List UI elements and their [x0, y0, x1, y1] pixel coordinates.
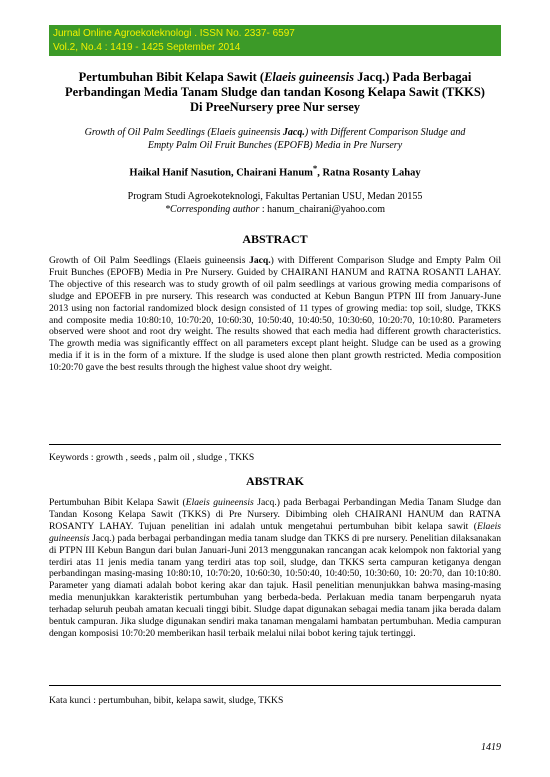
- author-list: Haikal Hanif Nasution, Chairani Hanum*, Ratna Rosanty Lahay: [129, 163, 421, 179]
- abstrak-text: Pertumbuhan Bibit Kelapa Sawit (Elaeis guineensis Jacq.) pada Berbagai Perbandingan Media Tanam Sludge dan Tandan Kosong Kelapa Sawit (TKKS) di Pre Nursery. Dibimbing oleh CHAIRANI HANUM dan RATNA ROSANTY LAHAY. Tujuan penelitian ini adalah untuk mengetahui pertumbuhan bibit kelapa sawit (Elaeis guineensis Jacq.) pada berbagai perbandingan media tanam sludge dan TKKS di pre nursery. Penelitian dilaksanakan di PTPN III Kebun Bangun dari bulan Januari-Juni 2013 menggunakan rancangan acak kelompok non faktorial yang terdiri atas 11 jenis media tanam yang terdiri atas top soil, sludge, dan TKKS serta campuran ketiganya dengan perbandingan masing-masing 10:80:10, 10:70:20, 10:60:30, 10:50:40, 10:40:50, 10:30:60, 10: 20:70, dan 10:10:80. Parameter yang diamati adalah bobot kering akar dan tajuk. Hasil penelitian menunjukkan bahwa masing-masing media menunjukkan karakteristik pertumbuhan yang berbeda-beda. Perlakuan media tanam berpengaruh nyata terhadap seluruh peubah amatan kecuali tinggi bibit. Sludge dapat digunakan sebagai media tanam jika berada dalam bentuk campuran. Jika sludge digunakan sendiri maka tanaman mengalami hambatan pertumbuhan. Media campuran dengan komposisi 10:70:20 memberikan hasil terbaik melalui nilai bobot kering tajuk tertinggi.: [49, 497, 501, 639]
- kata-kunci: Kata kunci : pertumbuhan, bibit, kelapa sawit, sludge, TKKS: [49, 695, 284, 706]
- abstract-text: Growth of Oil Palm Seedlings (Elaeis guineensis Jacq.) with Different Comparison Sludge and Empty Palm Oil Fruit Bunches (EPOFB) Media in Pre Nursery. Guided by CHAIRANI HANUM and RATNA ROSANTI LAHAY. The objective of this research was to study growth of oil palm seedlings at various growing media comparisons of sludge and EPOEFB in pre nursery. This research was conducted at Kebun Bangun PTPN III from January-June 2013 using non factorial randomized block design consisted of 11 types of growing media: top soil, sludge, TKKS and composite media 10:80:10, 10:70:20, 10:60:30, 10:50:40, 10:40:50, 10:30:60, 10:20:70, 10:10:80. Parameters observed were shoot and root dry weight. The results showed that each media had different growth characteristics. The growth media was significantly efffect on all parameters except plant height. Sludge can be used as a growing media if it is in the form of a mixture. If the sludge is used alone then plant growth restricted. Media composition 10:20:70 gave the best results through the highest value shoot dry weight.: [49, 255, 501, 374]
- corresponding-mark: *: [312, 163, 318, 173]
- title-line-1: Pertumbuhan Bibit Kelapa Sawit (Elaeis guineensis Jacq.) Pada Berbagai: [78, 70, 472, 84]
- paper-title: [49, 70, 501, 115]
- journal-header-bar: [49, 25, 501, 56]
- abstrak-heading: ABSTRAK: [245, 474, 304, 488]
- title-line-2: Perbandingan Media Tanam Sludge dan tandan Kosong Kelapa Sawit (TKKS): [65, 85, 485, 99]
- keywords: Keywords : growth , seeds , palm oil , sludge , TKKS: [49, 452, 255, 463]
- abstract-divider: [49, 444, 501, 445]
- title-line-3: Di PreeNursery pree Nur sersey: [189, 100, 361, 114]
- abstract-heading: ABSTRACT: [242, 232, 308, 246]
- title-species-name: Elaeis guineensis: [264, 70, 355, 84]
- affiliation-line: Program Studi Agroekoteknologi, Fakultas Pertanian USU, Medan 20155: [127, 191, 423, 202]
- journal-issn-line: Jurnal Online Agroekoteknologi . ISSN No. 2337- 6597: [53, 28, 295, 39]
- journal-volume-line: Vol.2, No.4 : 1419 - 1425 September 2014: [53, 42, 241, 53]
- corresponding-email: : hanum_chairani@yahoo.com: [259, 204, 385, 215]
- corresponding-author: *Corresponding author : hanum_chairani@yahoo.com: [165, 204, 385, 215]
- affiliation: [49, 190, 501, 216]
- abstrak-divider: [49, 685, 501, 686]
- page-number: 1419: [481, 742, 501, 753]
- english-title-line-1: Growth of Oil Palm Seedlings (Elaeis guineensis Jacq.) with Different Comparison Sludge and: [84, 127, 466, 138]
- english-title-line-2: Empty Palm Oil Fruit Bunches (EPOFB) Media in Pre Nursery: [147, 140, 403, 151]
- english-title: [52, 126, 498, 152]
